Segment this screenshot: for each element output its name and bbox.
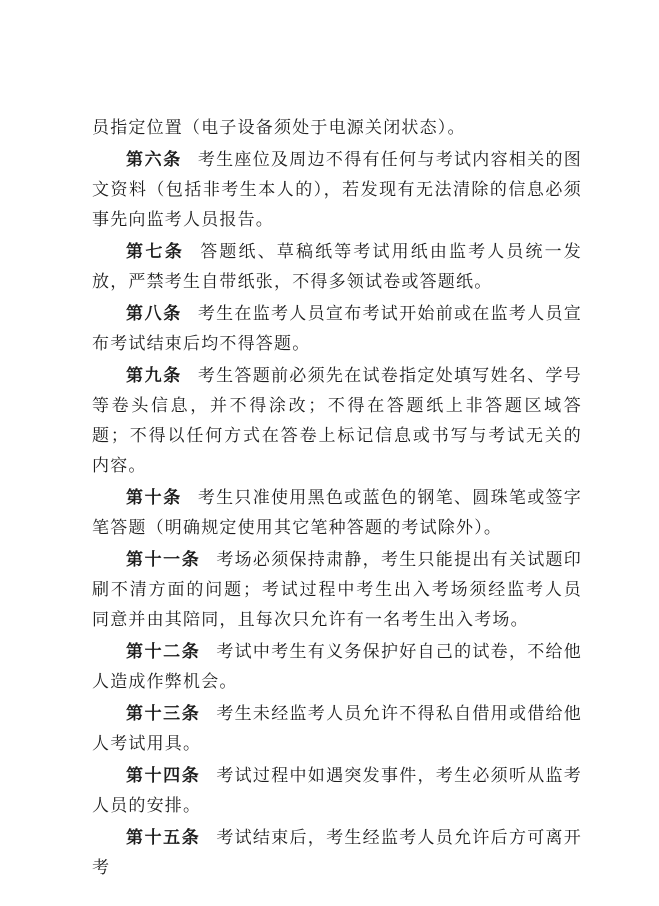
article-text: 考生未经监考人员允许不得私自借用或借给他人考试用具。 [92,704,583,754]
article-number: 第十一条 [126,550,201,570]
article-6 [92,145,582,235]
article-text: 考场必须保持肃静，考生只能提出有关试题印刷不清方面的问题；考试过程中考生出入考场须经监考人员同意并由其陪同，且每次只允许有一名考生出入考场。 [92,550,583,630]
article-number: 第九条 [126,366,182,386]
article-text: 考生只准使用黑色或蓝色的钢笔、圆珠笔或签字笔答题（明确规定使用其它笔种答题的考试除外）。 [92,488,583,538]
article-12 [92,637,582,697]
article-number: 第十二条 [126,642,201,662]
article-number: 第十四条 [126,766,201,786]
article-number: 第六条 [126,150,182,170]
article-number: 第十条 [126,488,182,508]
article-13 [92,699,582,759]
article-15 [92,823,582,883]
article-8 [92,299,582,359]
article-number: 第十三条 [126,704,201,724]
article-7 [92,237,582,297]
article-number: 第七条 [126,242,185,262]
article-11 [92,545,582,635]
article-text: 考生在监考人员宣布考试开始前或在监考人员宣布考试结束后均不得答题。 [92,304,583,354]
article-text: 考试过程中如遇突发事件，考生必须听从监考人员的安排。 [92,766,583,816]
article-text: 考生答题前必须先在试卷指定处填写姓名、学号等卷头信息，并不得涂改；不得在答题纸上非答题区域答题；不得以任何方式在答卷上标记信息或书写与考试无关的内容。 [92,366,583,476]
article-number: 第十五条 [126,828,201,848]
article-number: 第八条 [126,304,182,324]
paragraph-text: 员指定位置（电子设备须处于电源关闭状态）。 [92,118,466,138]
article-10 [92,483,582,543]
article-text: 考试中考生有义务保护好自己的试卷，不给他人造成作弊机会。 [92,642,583,692]
paragraph-continuation [92,113,582,143]
document-body [92,113,582,885]
article-text: 考试结束后，考生经监考人员允许后方可离开考 [92,828,583,878]
article-text: 答题纸、草稿纸等考试用纸由监考人员统一发放，严禁考生自带纸张，不得多领试卷或答题纸。 [92,242,583,292]
article-14 [92,761,582,821]
article-text: 考生座位及周边不得有任何与考试内容相关的图文资料（包括非考生本人的），若发现有无法清除的信息必须事先向监考人员报告。 [92,150,583,230]
article-9 [92,361,582,481]
